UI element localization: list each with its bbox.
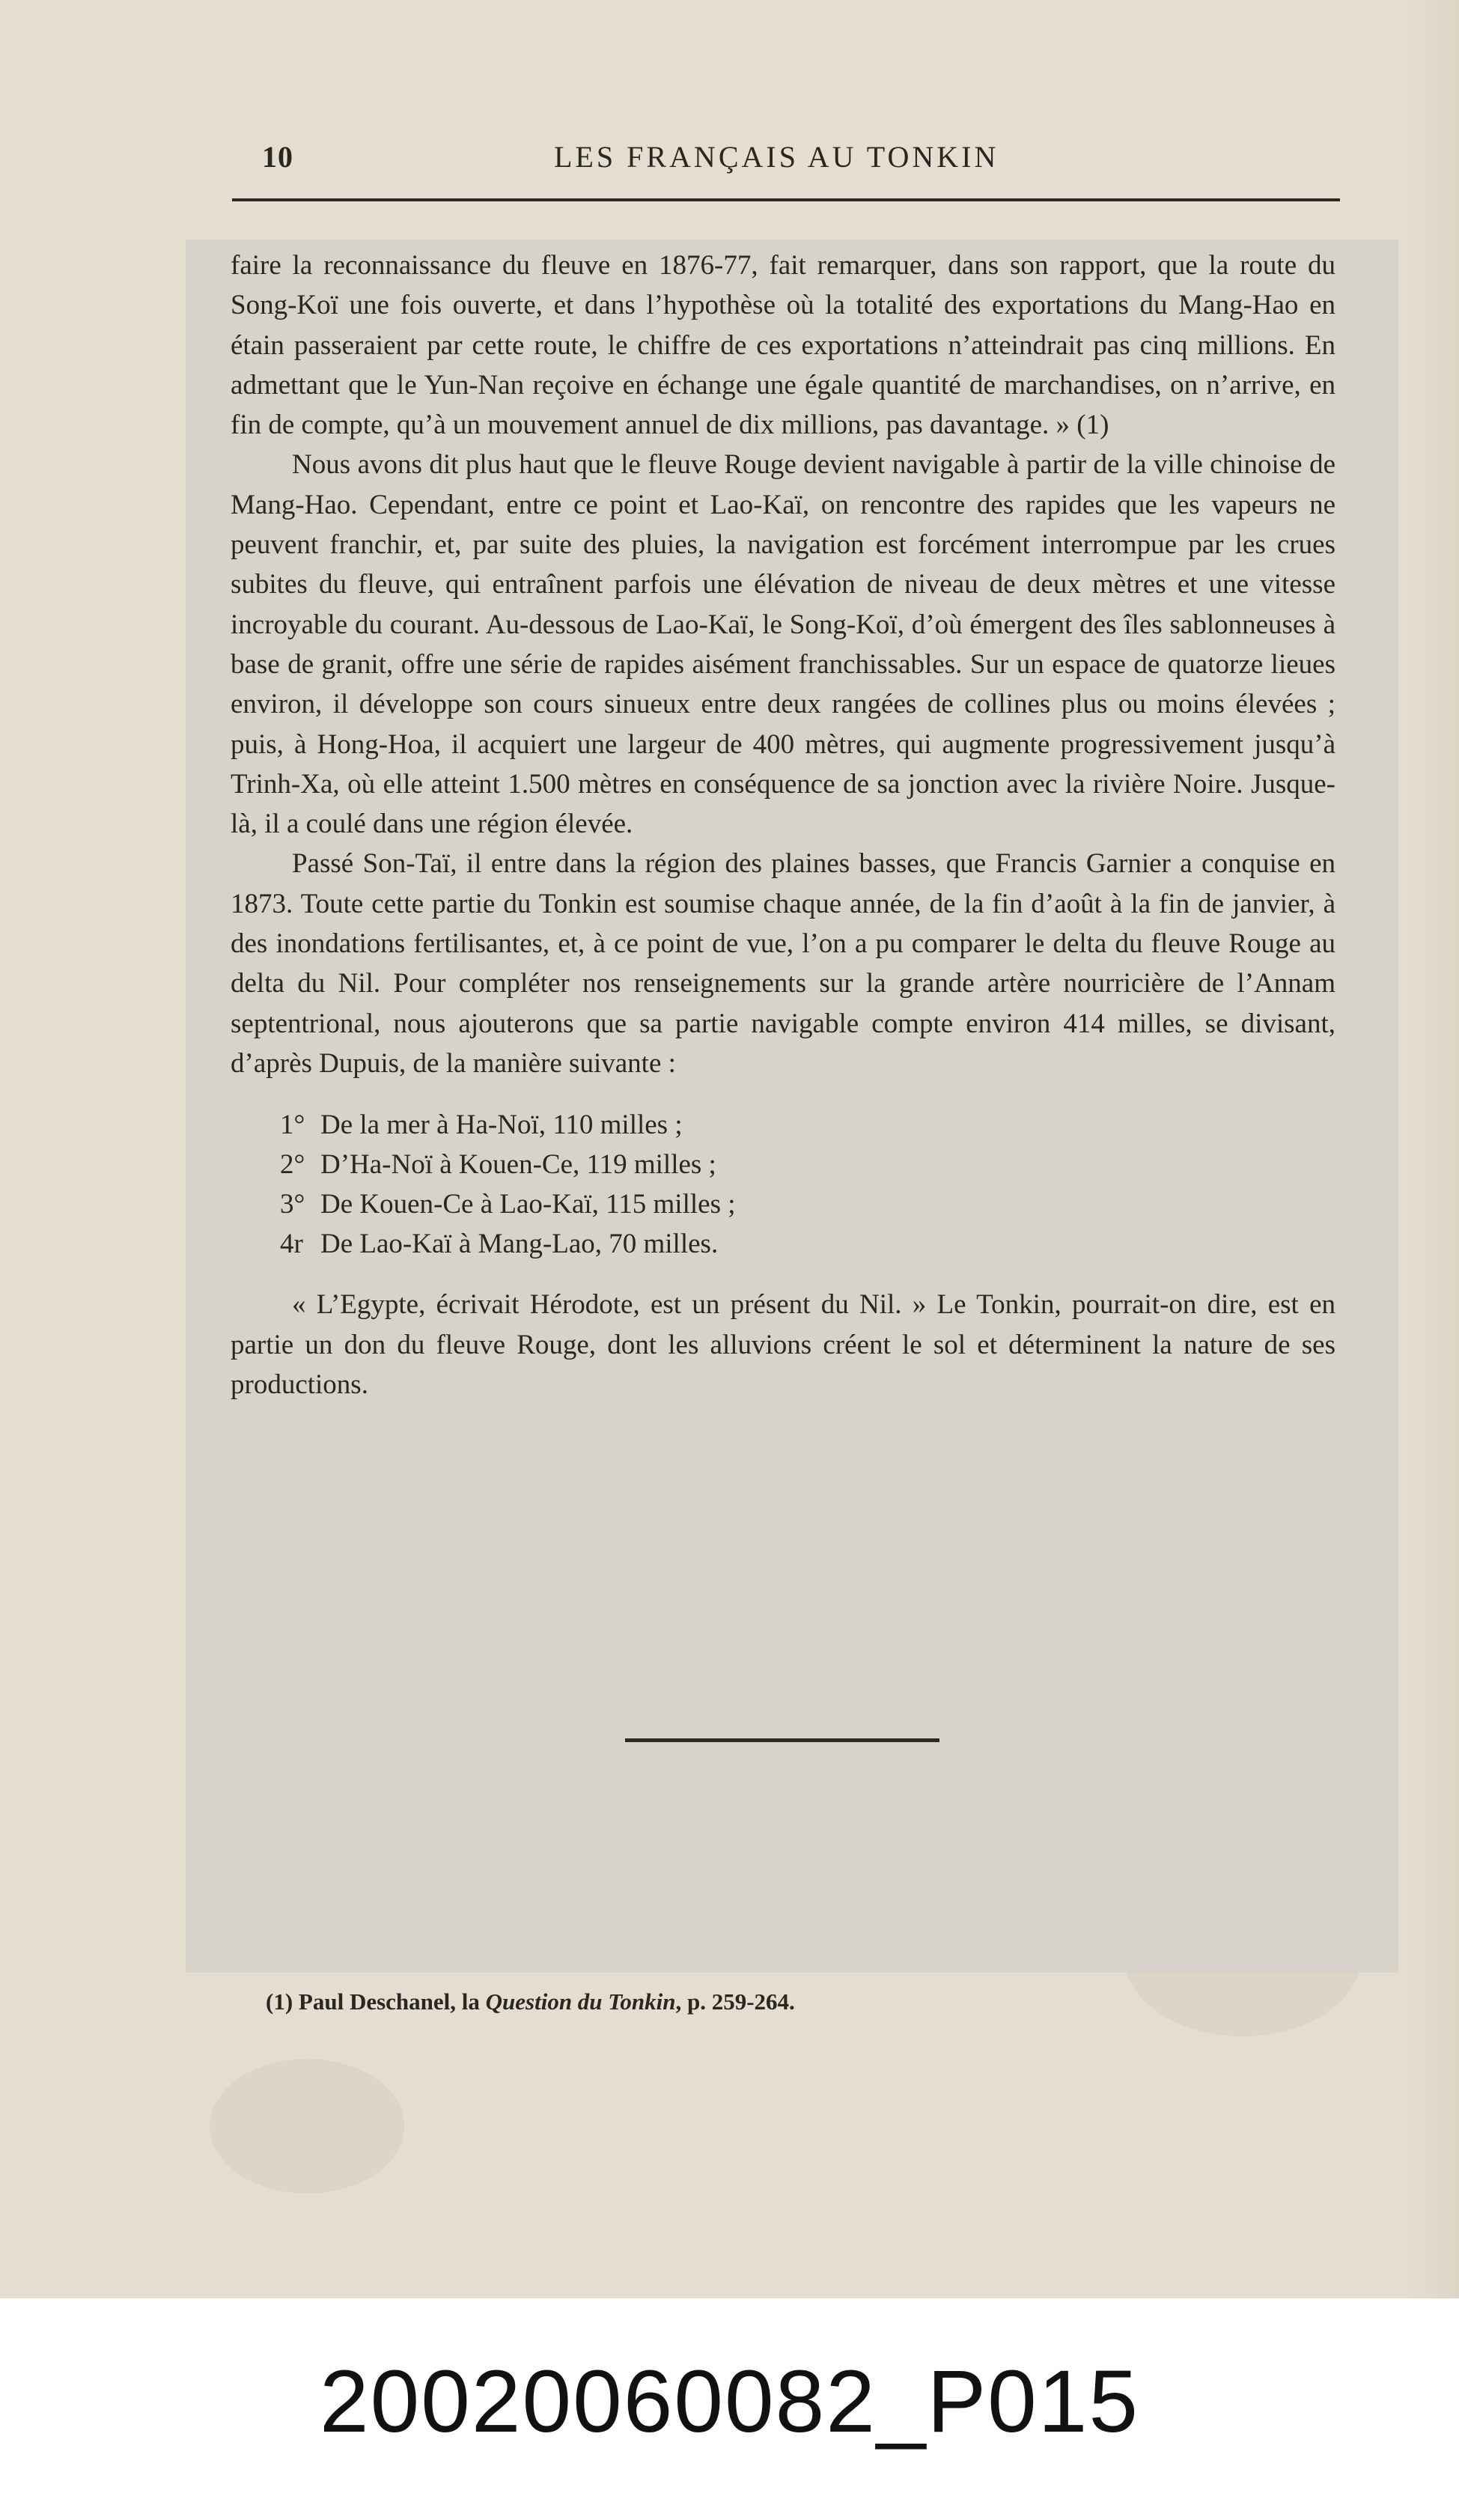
paragraph-2: Nous avons dit plus haut que le fleuve Rouge devient navigable à partir de la ville chinoise de Mang-Hao. Cependant, entre ce point et Lao-Kaï, on rencontre des rapides que les vapeurs ne peuvent franchir, et, par suite des pluies, la navigation est forcément interrompue par les crues subites du fleuve, qui entraînent parfois une élévation de niveau de deux mètres et une vitesse incroyable du courant. Au-dessous de Lao-Kaï, le Song-Koï, d’où émergent des îles sablonneuses à base de granit, offre une série de rapides aisément franchissables. Sur un espace de quatorze lieues environ, il développe son cours sinueux entre deux rangées de collines plus ou moins élevées ; puis, à Hong-Hoa, il acquiert une largeur de 400 mètres, qui augmente progressivement jusqu’à Trinh-Xa, où elle atteint 1.500 mètres en conséquence de sa jonction avec la rivière Noire. Jusque-là, il a coulé dans une région élevée. bbox=[231, 449, 1335, 840]
list-item bbox=[280, 1145, 1335, 1184]
list-item-text: De la mer à Ha-Noï, 110 milles ; bbox=[320, 1110, 683, 1141]
footnote-text: Paul Deschanel, la bbox=[298, 1988, 480, 2015]
list-item bbox=[280, 1105, 1335, 1145]
list-item-number: 4r bbox=[280, 1229, 303, 1260]
paragraph-3: Passé Son-Taï, il entre dans la région des plaines basses, que Francis Garnier a conquise en 1873. Toute cette partie du Tonkin est soumise chaque année, de la fin d’août à la fin de janvier, à des inondations fertilisantes, et, à ce point de vue, l’on a pu comparer le delta du fleuve Rouge au delta du Nil. Pour compléter nos renseignements sur la grande artère nourricière de l’Annam septentrional, nous ajouterons que sa partie navigable compte environ 414 milles, se divisant, d’après Dupuis, de la manière suivante : bbox=[231, 848, 1335, 1079]
footnote-marker: (1) bbox=[266, 1988, 293, 2015]
closing-paragraph: « L’Egypte, écrivait Hérodote, est un présent du Nil. » Le Tonkin, pourrait-on dire, est en partie un don du fleuve Rouge, dont les alluvions créent le sol et déterminent la nature de ses productions. bbox=[231, 1289, 1335, 1400]
paragraph-1: faire la reconnaissance du fleuve en 1876-77, fait remarquer, dans son rapport, que la route du Song-Koï une fois ouverte, et dans l’hypothèse où la totalité des exportations du Mang-Hao en étain passeraient par cette route, le chiffre de ces exportations n’atteindrait pas cinq millions. En admettant que le Yun-Nan reçoive en échange une égale quantité de marchandises, on n’arrive, en fin de compte, qu’à un mouvement annuel de dix millions, pas davantage. » (1) bbox=[231, 250, 1335, 441]
header-rule bbox=[232, 198, 1340, 201]
page-edge-shadow bbox=[1407, 0, 1459, 2298]
paper-stain bbox=[210, 2059, 404, 2194]
list-item bbox=[280, 1224, 1335, 1264]
footnote-pages: , p. 259-264. bbox=[675, 1988, 795, 2015]
list-item-text: De Kouen-Ce à Lao-Kaï, 115 milles ; bbox=[320, 1189, 736, 1220]
page-number: 10 bbox=[262, 140, 293, 174]
section-end-rule bbox=[625, 1738, 939, 1742]
list-item-text: D’Ha-Noï à Kouen-Ce, 119 milles ; bbox=[320, 1149, 716, 1181]
running-title: LES FRANÇAIS AU TONKIN bbox=[554, 140, 999, 174]
body-text bbox=[231, 246, 1335, 1404]
page-header bbox=[255, 133, 1347, 178]
list-item bbox=[280, 1184, 1335, 1224]
footnote-title: Question du Tonkin bbox=[485, 1988, 676, 2015]
list-item-text: De Lao-Kaï à Mang-Lao, 70 milles. bbox=[320, 1229, 719, 1260]
distance-list bbox=[231, 1105, 1335, 1264]
list-item-number: 2° bbox=[280, 1149, 305, 1181]
list-item-number: 3° bbox=[280, 1189, 305, 1220]
list-item-number: 1° bbox=[280, 1110, 305, 1141]
image-caption: 20020060082_P015 bbox=[319, 2352, 1140, 2451]
footnote bbox=[266, 1988, 795, 2015]
